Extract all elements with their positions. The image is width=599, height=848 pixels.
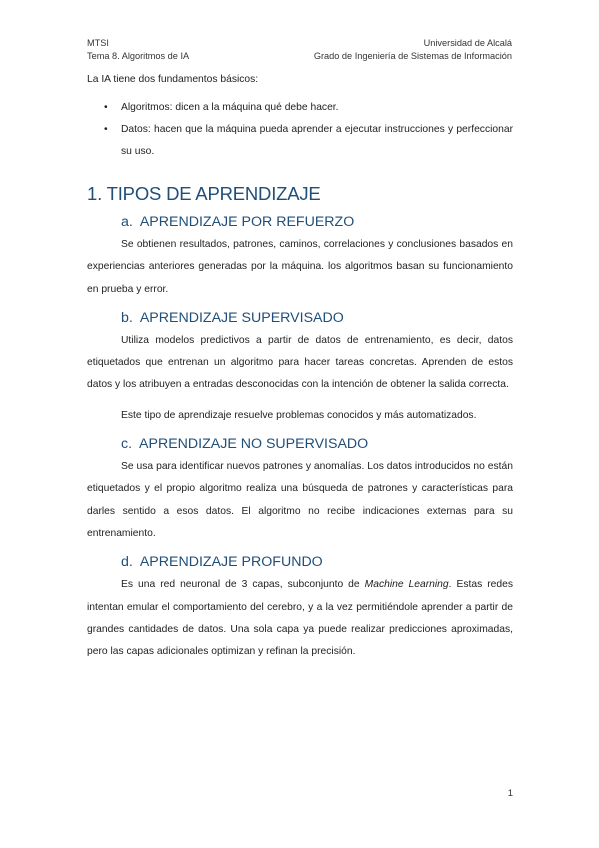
fundamentals-list [87,97,513,163]
subsection-letter: d. [121,554,133,571]
list-item [87,119,513,163]
subsection-letter: a. [121,214,133,230]
subsection-title: APRENDIZAJE PROFUNDO [139,554,323,571]
header-university: Universidad de Alcalá [423,38,512,48]
paragraph: Se obtienen resultados, patrones, caminos, correlaciones y conclusiones basados en experiencias anteriores generadas por la máquina. los algoritmos basan su funcionamiento en prueba y error. [87,239,513,295]
subsection-letter: c. [121,436,133,453]
paragraph: Se usa para identificar nuevos patrones y anomalías. Los datos introducidos no están etiquetados y el propio algoritmo realiza una búsqueda de patrones y características para darles sentido a esos datos. El algoritmo no recibe indicaciones externas para su entrenamiento. [87,461,513,539]
subsection-title: APRENDIZAJE POR REFUERZO [139,214,355,230]
emphasis-term: Machine Learning [364,579,449,591]
page-number: 1 [507,788,513,799]
page-content [87,73,513,671]
subsection-heading-a [87,213,513,231]
subsection-title: APRENDIZAJE SUPERVISADO [139,309,344,326]
subsection-heading-d [87,553,513,571]
header-left [87,37,189,63]
header-degree: Grado de Ingeniería de Sistemas de Información [313,51,512,61]
header-right [314,37,512,63]
list-item [87,97,513,119]
list-item-text: Datos: hacen que la máquina pueda aprender a ejecutar instrucciones y perfeccionar su uso. [121,124,513,157]
paragraph: Utiliza modelos predictivos a partir de datos de entrenamiento, es decir, datos etiquetados que entrenan un algoritmo para hacer tareas concretas. Aprenden de estos datos y los atribuyen a entradas desconocidas con la intención de obtener la salida correcta. [87,334,513,391]
paragraph-text-end: . Estas redes intentan emular el comportamiento del cerebro, y a la vez permitiéndole aprender a partir de grandes cantidades de datos. Una sola capa ya puede realizar predicciones aproximadas, pero las capas adicionales optimizan y refinan la precisión. [87,579,514,658]
intro-text: La IA tiene dos fundamentos básicos: [87,74,259,85]
paragraph: Este tipo de aprendizaje resuelve problemas conocidos y más automatizados. [121,409,477,421]
subsection-letter: b. [121,309,133,326]
bullet-icon: • [104,124,108,135]
subsection-heading-b [87,309,513,327]
subsection-title: APRENDIZAJE NO SUPERVISADO [139,436,369,453]
header-course: MTSI [87,38,109,48]
paragraph-text-start: Es una red neuronal de 3 capas, subconjunto de [121,579,365,591]
list-item-text: Algoritmos: dicen a la máquina qué debe hacer. [121,102,339,113]
header-topic: Tema 8. Algoritmos de IA [87,51,190,61]
paragraph [87,574,513,663]
section-heading: 1. TIPOS DE APRENDIZAJE [87,183,321,204]
subsection-heading-c [87,435,513,453]
bullet-icon: • [104,102,108,113]
